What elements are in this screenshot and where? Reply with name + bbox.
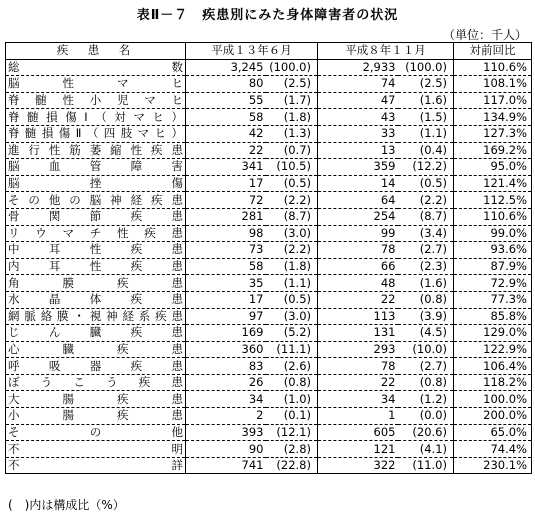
h8-count-cell: 13 — [318, 142, 398, 159]
h8-count-cell: 48 — [318, 275, 398, 292]
h8-share-cell: (0.0) — [398, 408, 454, 425]
ratio-cell: 95.0% — [454, 159, 532, 176]
h8-share-cell: (0.5) — [398, 175, 454, 192]
disease-name-cell: 大腸疾患 — [6, 391, 186, 408]
h13-count-cell: 741 — [186, 457, 266, 474]
ratio-cell: 108.1% — [454, 76, 532, 93]
h8-share-cell: (2.5) — [398, 76, 454, 93]
h8-share-cell: (0.4) — [398, 142, 454, 159]
table-row — [6, 242, 532, 259]
header-disease-name: 疾 患 名 — [6, 43, 186, 60]
h8-share-cell: (1.6) — [398, 92, 454, 109]
ratio-cell: 99.0% — [454, 225, 532, 242]
ratio-cell: 85.8% — [454, 308, 532, 325]
h13-count-cell: 22 — [186, 142, 266, 159]
table-row — [6, 374, 532, 391]
h13-count-cell: 58 — [186, 109, 266, 126]
h13-share-cell: (5.2) — [266, 325, 318, 342]
table-row — [6, 258, 532, 275]
disease-name-cell: 網脈絡膜・視神経系疾患 — [6, 308, 186, 325]
h8-count-cell: 2,933 — [318, 59, 398, 76]
disease-name-cell: 脳血管障害 — [6, 159, 186, 176]
ratio-cell: 93.6% — [454, 242, 532, 259]
header-h13: 平成１３年６月 — [186, 43, 318, 60]
h13-count-cell: 169 — [186, 325, 266, 342]
h8-count-cell: 322 — [318, 457, 398, 474]
h8-count-cell: 121 — [318, 441, 398, 458]
h8-count-cell: 43 — [318, 109, 398, 126]
table-row — [6, 192, 532, 209]
h8-count-cell: 64 — [318, 192, 398, 209]
table-row — [6, 424, 532, 441]
ratio-cell: 110.6% — [454, 208, 532, 225]
disease-name-cell: 脳性マヒ — [6, 76, 186, 93]
disease-name-cell: 脊髄損傷Ⅱ（四肢マヒ） — [6, 125, 186, 142]
h8-count-cell: 254 — [318, 208, 398, 225]
h13-count-cell: 34 — [186, 391, 266, 408]
disease-table — [5, 42, 532, 474]
h8-share-cell: (3.9) — [398, 308, 454, 325]
h13-share-cell: (1.0) — [266, 391, 318, 408]
disease-name-cell: じん臓疾患 — [6, 325, 186, 342]
table-row — [6, 92, 532, 109]
h13-share-cell: (100.0) — [266, 59, 318, 76]
h8-count-cell: 34 — [318, 391, 398, 408]
h13-count-cell: 97 — [186, 308, 266, 325]
footnote: ( )内は構成比（%） — [8, 498, 125, 512]
disease-name-cell: リウマチ性疾患 — [6, 225, 186, 242]
h8-count-cell: 74 — [318, 76, 398, 93]
ratio-cell: 122.9% — [454, 341, 532, 358]
h13-count-cell: 98 — [186, 225, 266, 242]
ratio-cell: 112.5% — [454, 192, 532, 209]
h13-count-cell: 17 — [186, 291, 266, 308]
ratio-cell: 72.9% — [454, 275, 532, 292]
h13-share-cell: (2.5) — [266, 76, 318, 93]
header-ratio: 対前回比 — [454, 43, 532, 60]
h13-share-cell: (0.5) — [266, 291, 318, 308]
disease-name-cell: 骨関節疾患 — [6, 208, 186, 225]
table-row — [6, 76, 532, 93]
ratio-cell: 127.3% — [454, 125, 532, 142]
disease-name-cell: 脊髄損傷Ⅰ（対マヒ） — [6, 109, 186, 126]
table-body — [6, 59, 532, 474]
h13-share-cell: (1.7) — [266, 92, 318, 109]
h8-share-cell: (100.0) — [398, 59, 454, 76]
disease-name-cell: 進行性筋萎縮性疾患 — [6, 142, 186, 159]
h13-count-cell: 58 — [186, 258, 266, 275]
disease-name-cell: その他の脳神経疾患 — [6, 192, 186, 209]
disease-name-cell: 脊髄性小児マヒ — [6, 92, 186, 109]
h13-share-cell: (3.0) — [266, 308, 318, 325]
h13-count-cell: 281 — [186, 208, 266, 225]
h13-share-cell: (3.0) — [266, 225, 318, 242]
table-row — [6, 175, 532, 192]
disease-name-cell: 不詳 — [6, 457, 186, 474]
h13-share-cell: (1.1) — [266, 275, 318, 292]
h8-share-cell: (4.1) — [398, 441, 454, 458]
disease-name-cell: 角膜疾患 — [6, 275, 186, 292]
ratio-cell: 129.0% — [454, 325, 532, 342]
h8-count-cell: 66 — [318, 258, 398, 275]
h13-count-cell: 393 — [186, 424, 266, 441]
h8-share-cell: (11.0) — [398, 457, 454, 474]
disease-name-cell: ぼうこう疾患 — [6, 374, 186, 391]
h8-count-cell: 14 — [318, 175, 398, 192]
h8-share-cell: (8.7) — [398, 208, 454, 225]
header-row — [6, 43, 532, 60]
h8-share-cell: (2.2) — [398, 192, 454, 209]
h13-share-cell: (2.8) — [266, 441, 318, 458]
h8-count-cell: 131 — [318, 325, 398, 342]
h8-share-cell: (12.2) — [398, 159, 454, 176]
table-row — [6, 408, 532, 425]
ratio-cell: 200.0% — [454, 408, 532, 425]
h13-count-cell: 3,245 — [186, 59, 266, 76]
disease-name-cell: 総 数 — [6, 59, 186, 76]
h13-share-cell: (11.1) — [266, 341, 318, 358]
h8-count-cell: 33 — [318, 125, 398, 142]
h13-count-cell: 17 — [186, 175, 266, 192]
table-title: 表Ⅱ－７ 疾患別にみた身体障害者の状況 — [136, 8, 399, 23]
table-row — [6, 291, 532, 308]
table-row — [6, 125, 532, 142]
h13-share-cell: (1.8) — [266, 258, 318, 275]
ratio-cell: 77.3% — [454, 291, 532, 308]
table-row — [6, 225, 532, 242]
table-row — [6, 325, 532, 342]
h8-count-cell: 293 — [318, 341, 398, 358]
ratio-cell: 117.0% — [454, 92, 532, 109]
h8-share-cell: (2.7) — [398, 242, 454, 259]
disease-name-cell: 不明 — [6, 441, 186, 458]
h13-share-cell: (0.5) — [266, 175, 318, 192]
h13-count-cell: 42 — [186, 125, 266, 142]
h8-share-cell: (4.5) — [398, 325, 454, 342]
h13-count-cell: 90 — [186, 441, 266, 458]
ratio-cell: 87.9% — [454, 258, 532, 275]
h13-count-cell: 83 — [186, 358, 266, 375]
table-row — [6, 391, 532, 408]
h13-share-cell: (0.8) — [266, 374, 318, 391]
h8-count-cell: 22 — [318, 374, 398, 391]
h8-count-cell: 1 — [318, 408, 398, 425]
table-row — [6, 109, 532, 126]
h13-count-cell: 2 — [186, 408, 266, 425]
table-row — [6, 59, 532, 76]
ratio-cell: 100.0% — [454, 391, 532, 408]
h13-share-cell: (2.6) — [266, 358, 318, 375]
h8-count-cell: 22 — [318, 291, 398, 308]
h8-count-cell: 113 — [318, 308, 398, 325]
h13-count-cell: 55 — [186, 92, 266, 109]
unit-label: （単位：千人） — [442, 28, 527, 42]
disease-name-cell: その他 — [6, 424, 186, 441]
ratio-cell: 110.6% — [454, 59, 532, 76]
disease-name-cell: 小腸疾患 — [6, 408, 186, 425]
h8-count-cell: 605 — [318, 424, 398, 441]
h8-count-cell: 359 — [318, 159, 398, 176]
h13-share-cell: (8.7) — [266, 208, 318, 225]
h13-share-cell: (12.1) — [266, 424, 318, 441]
disease-name-cell: 水晶体疾患 — [6, 291, 186, 308]
h13-count-cell: 26 — [186, 374, 266, 391]
h13-share-cell: (22.8) — [266, 457, 318, 474]
ratio-cell: 65.0% — [454, 424, 532, 441]
disease-name-cell: 中耳性疾患 — [6, 242, 186, 259]
ratio-cell: 118.2% — [454, 374, 532, 391]
ratio-cell: 134.9% — [454, 109, 532, 126]
table-row — [6, 308, 532, 325]
table-row — [6, 341, 532, 358]
h8-share-cell: (1.1) — [398, 125, 454, 142]
h13-count-cell: 35 — [186, 275, 266, 292]
table-row — [6, 142, 532, 159]
h13-share-cell: (0.7) — [266, 142, 318, 159]
h13-share-cell: (1.3) — [266, 125, 318, 142]
h8-share-cell: (20.6) — [398, 424, 454, 441]
ratio-cell: 121.4% — [454, 175, 532, 192]
table-row — [6, 457, 532, 474]
h13-count-cell: 341 — [186, 159, 266, 176]
table-row — [6, 275, 532, 292]
header-h8: 平成８年１１月 — [318, 43, 454, 60]
table-row — [6, 441, 532, 458]
h8-count-cell: 78 — [318, 358, 398, 375]
h13-count-cell: 73 — [186, 242, 266, 259]
h8-share-cell: (2.7) — [398, 358, 454, 375]
table-row — [6, 208, 532, 225]
h13-count-cell: 80 — [186, 76, 266, 93]
h13-share-cell: (10.5) — [266, 159, 318, 176]
h8-share-cell: (10.0) — [398, 341, 454, 358]
h8-share-cell: (1.5) — [398, 109, 454, 126]
h13-share-cell: (2.2) — [266, 242, 318, 259]
ratio-cell: 74.4% — [454, 441, 532, 458]
h8-count-cell: 47 — [318, 92, 398, 109]
ratio-cell: 106.4% — [454, 358, 532, 375]
h13-share-cell: (2.2) — [266, 192, 318, 209]
h8-share-cell: (3.4) — [398, 225, 454, 242]
ratio-cell: 230.1% — [454, 457, 532, 474]
h13-share-cell: (1.8) — [266, 109, 318, 126]
h8-count-cell: 99 — [318, 225, 398, 242]
table-row — [6, 358, 532, 375]
h8-share-cell: (0.8) — [398, 374, 454, 391]
disease-name-cell: 心臓疾患 — [6, 341, 186, 358]
disease-name-cell: 内耳性疾患 — [6, 258, 186, 275]
h13-count-cell: 360 — [186, 341, 266, 358]
h13-count-cell: 72 — [186, 192, 266, 209]
h13-share-cell: (0.1) — [266, 408, 318, 425]
table-row — [6, 159, 532, 176]
h8-share-cell: (2.3) — [398, 258, 454, 275]
disease-name-cell: 脳挫傷 — [6, 175, 186, 192]
ratio-cell: 169.2% — [454, 142, 532, 159]
disease-name-cell: 呼吸器疾患 — [6, 358, 186, 375]
h8-share-cell: (1.2) — [398, 391, 454, 408]
h8-count-cell: 78 — [318, 242, 398, 259]
h8-share-cell: (1.6) — [398, 275, 454, 292]
h8-share-cell: (0.8) — [398, 291, 454, 308]
